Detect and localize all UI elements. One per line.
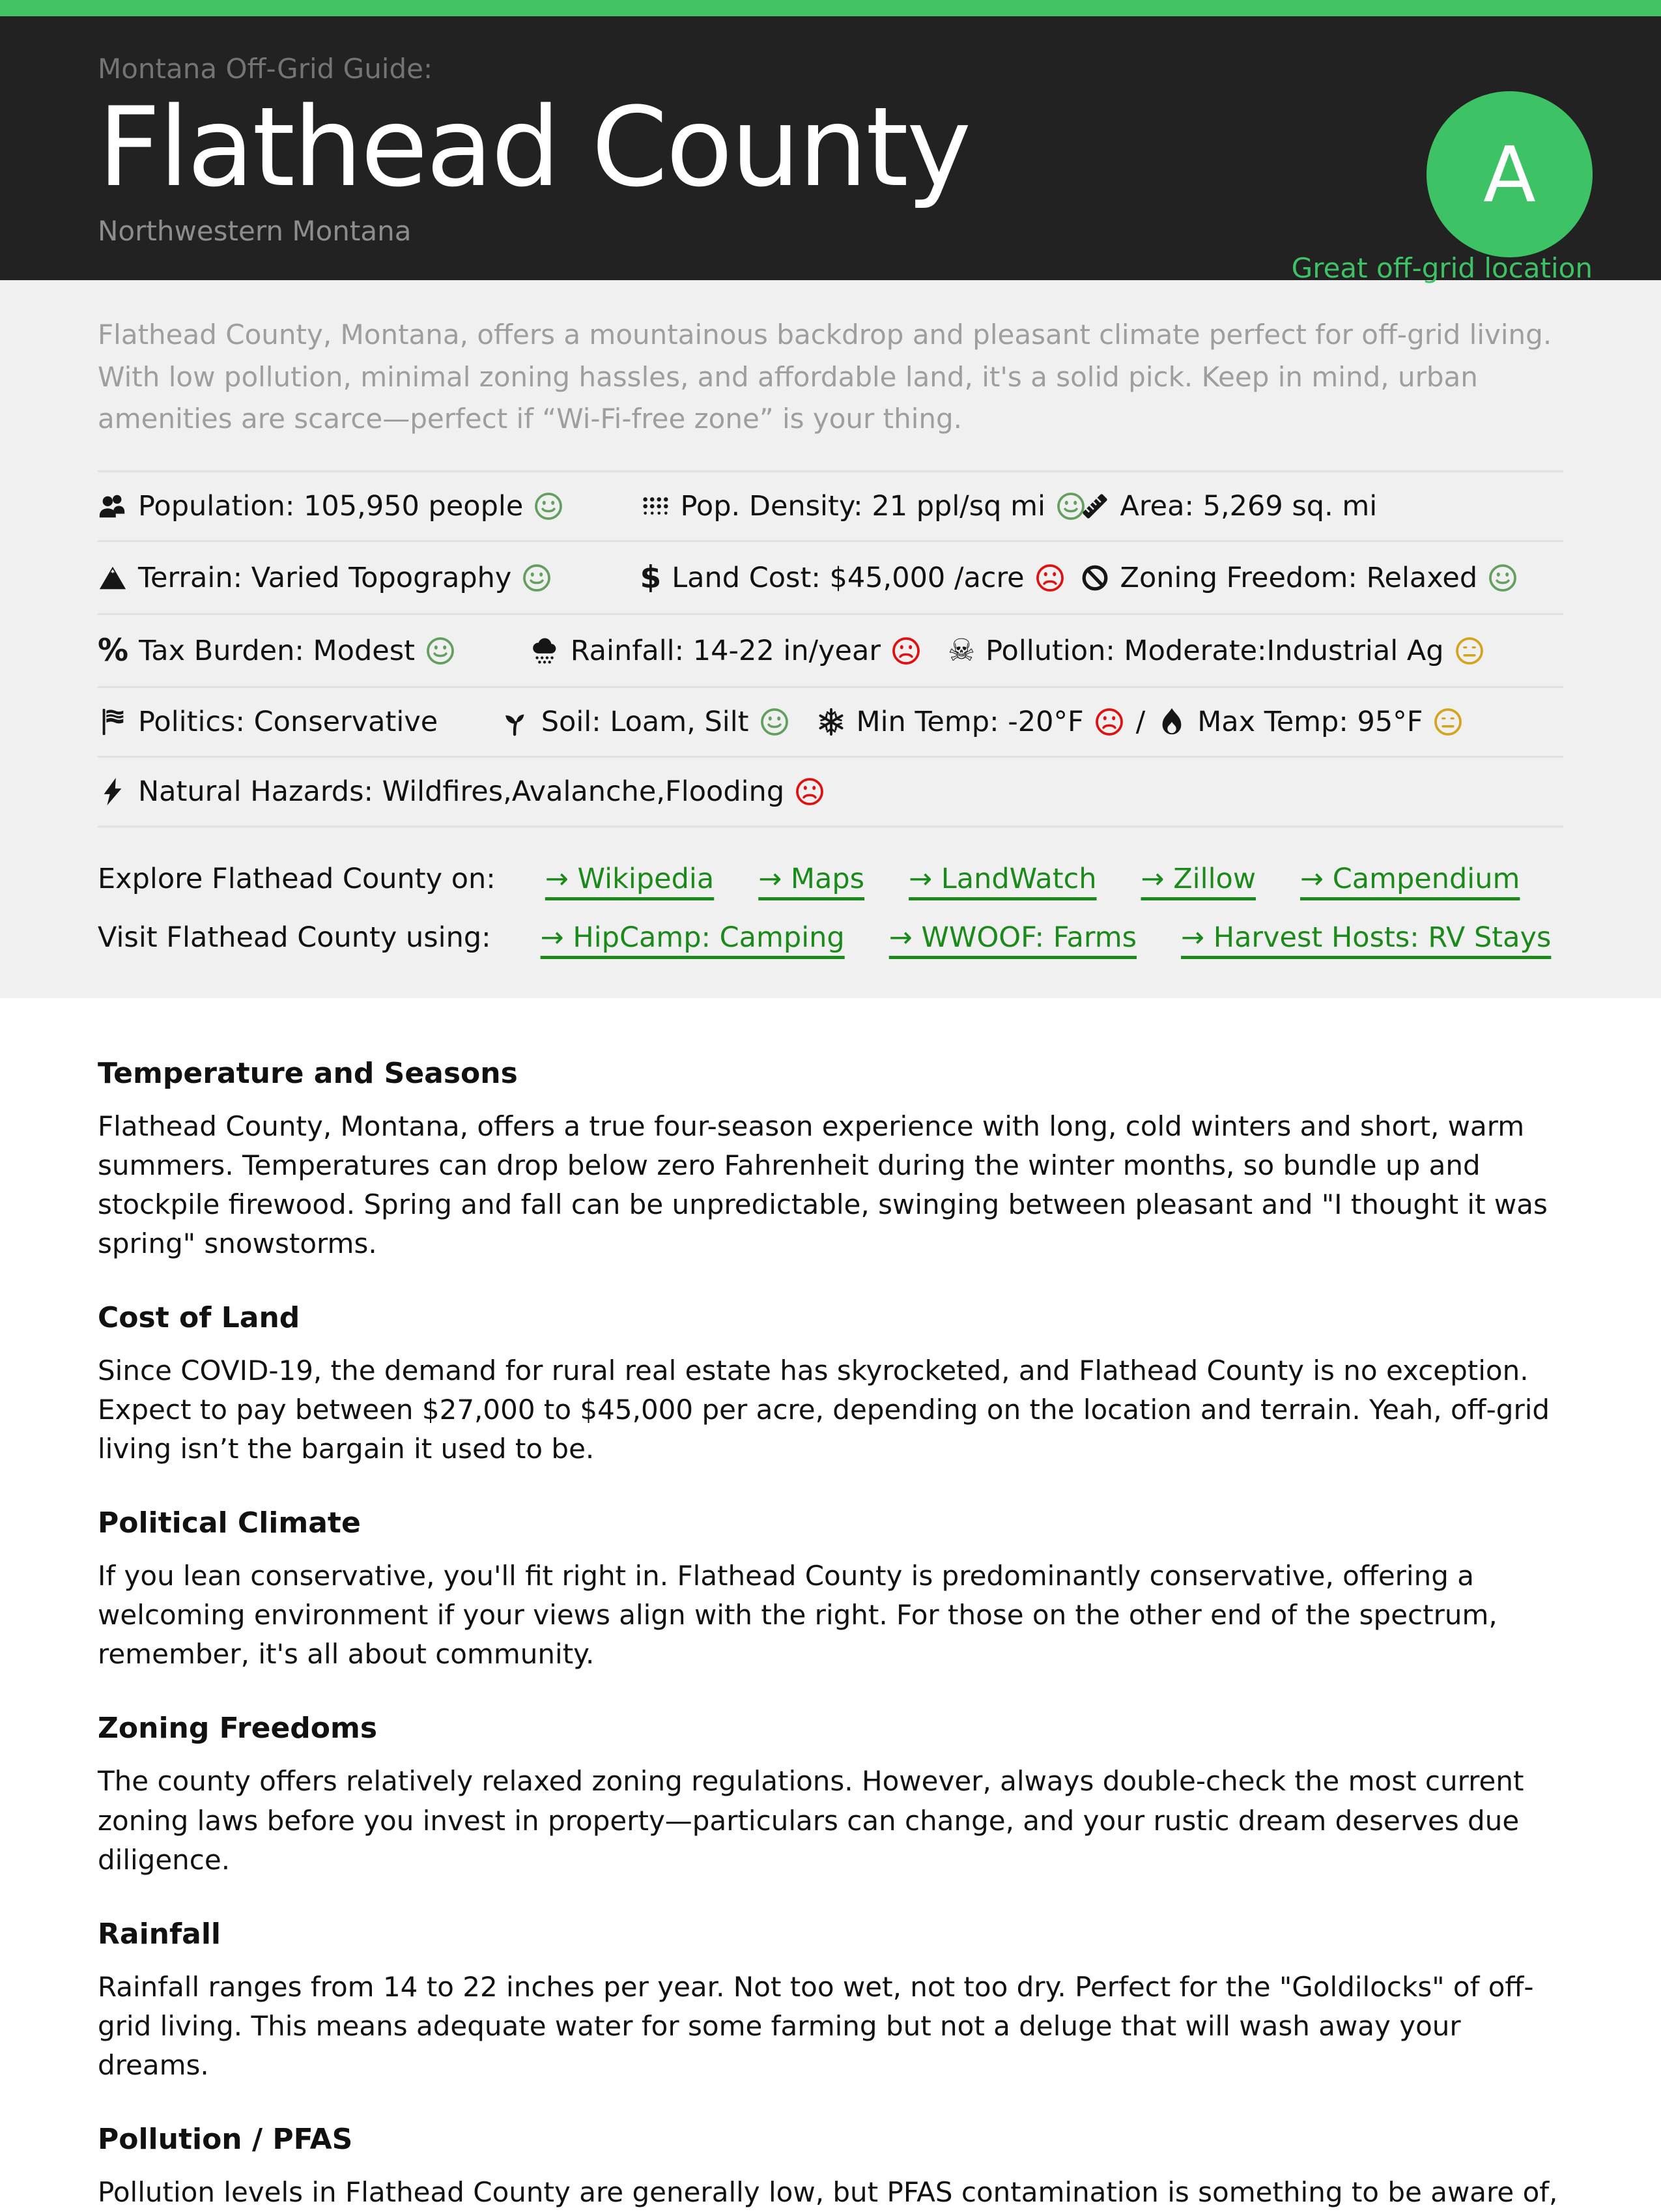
section-body-rainfall: Rainfall ranges from 14 to 22 inches per year. Not too wet, not too dry. Perfect for the "Goldilocks" of off-grid living. This means adequate water for some farming but not a deluge that will wash away your dreams.	[98, 1970, 1534, 2081]
stat-natural-hazards	[98, 775, 1563, 808]
temp-separator: /	[1135, 706, 1146, 739]
section-heading-zoning-freedoms: Zoning Freedoms	[98, 1712, 378, 1745]
header	[0, 16, 1661, 284]
stat-text: Zoning Freedom: Relaxed	[1120, 561, 1478, 594]
visit-links-row	[98, 921, 1563, 954]
link-maps[interactable]: → Maps	[758, 863, 865, 896]
section-heading-cost-of-land: Cost of Land	[98, 1301, 300, 1335]
frown-bad-icon	[891, 636, 921, 666]
grade-caption: Great off-grid location	[1291, 252, 1593, 284]
article	[0, 998, 1661, 2212]
stat-land-cost	[640, 560, 1080, 596]
region-subtitle: Northwestern Montana	[98, 215, 412, 248]
stat-terrain	[98, 562, 640, 594]
summary-band	[0, 280, 1661, 998]
stats-row-2	[98, 540, 1563, 613]
link-campendium[interactable]: → Campendium	[1300, 863, 1520, 896]
guide-eyebrow: Montana Off-Grid Guide:	[98, 53, 433, 85]
links-block	[98, 863, 1563, 954]
link-harvest-hosts[interactable]: → Harvest Hosts: RV Stays	[1181, 921, 1552, 955]
stat-pollution	[948, 633, 1563, 668]
rain-cloud-icon	[530, 636, 560, 666]
stat-text: Terrain: Varied Topography	[138, 561, 512, 594]
skull-icon: ☠	[948, 633, 976, 669]
section-heading-rainfall: Rainfall	[98, 1917, 221, 1951]
top-accent-bar	[0, 0, 1661, 16]
stat-text: Pollution: Moderate:Industrial Ag	[986, 634, 1444, 667]
dots-grid-icon	[640, 491, 670, 521]
link-hipcamp[interactable]: → HipCamp: Camping	[540, 921, 845, 955]
link-wwoof[interactable]: → WWOOF: Farms	[888, 921, 1137, 955]
stat-text: Rainfall: 14-22 in/year	[570, 634, 881, 667]
grade-badge	[1427, 91, 1593, 257]
summary-text: Flathead County, Montana, offers a mountainous backdrop and pleasant climate perfect for off-grid living. With low pollution, minimal zoning hassles, and affordable land, it's a solid pick. Keep in mind, urban amenities are scarce—perfect if “Wi-Fi-free zone” is your thing.	[98, 319, 1552, 435]
smiley-good-icon	[425, 636, 455, 666]
stats-table	[98, 470, 1563, 827]
link-zillow[interactable]: → Zillow	[1141, 863, 1256, 896]
smiley-good-icon	[533, 491, 563, 521]
section-heading-political-climate: Political Climate	[98, 1506, 361, 1540]
link-wikipedia[interactable]: → Wikipedia	[545, 863, 715, 896]
section-body-political-climate: If you lean conservative, you'll fit right in. Flathead County is predominantly conservative, offering a welcoming environment if your views align with the right. For those on the other end of the spectrum, remember, it's all about community.	[98, 1560, 1498, 1671]
visit-label: Visit Flathead County using:	[98, 921, 491, 955]
stat-zoning	[1080, 562, 1564, 594]
sprout-icon	[501, 707, 531, 737]
frown-bad-icon	[795, 777, 825, 807]
explore-label: Explore Flathead County on:	[98, 863, 496, 896]
stat-temperatures	[816, 706, 1564, 738]
stat-text: Tax Burden: Modest	[139, 634, 415, 667]
stat-area	[1080, 490, 1564, 523]
section-body-pollution-pfas: Pollution levels in Flathead County are generally low, but PFAS contamination is something to be aware of,	[98, 2176, 1558, 2208]
flag-icon	[98, 707, 128, 737]
stats-row-1	[98, 470, 1563, 540]
percent-icon: %	[98, 633, 129, 669]
no-entry-icon	[1080, 563, 1110, 593]
stat-rainfall	[530, 635, 948, 667]
smiley-good-icon	[760, 707, 789, 737]
stat-text: Pop. Density: 21 ppl/sq mi	[680, 490, 1045, 523]
stat-text: Natural Hazards: Wildfires,Avalanche,Flooding	[138, 775, 785, 809]
section-body-zoning-freedoms: The county offers relatively relaxed zoning regulations. However, always double-check the most current zoning laws before you invest in property—particulars can change, and your rustic dream deserves due diligence.	[98, 1765, 1524, 1876]
page-title: Flathead County	[98, 83, 970, 211]
smiley-good-icon	[1488, 563, 1518, 593]
explore-links-row	[98, 863, 1563, 895]
stats-row-3	[98, 613, 1563, 686]
stat-pop-density	[640, 490, 1080, 523]
lightning-icon	[98, 777, 128, 807]
stat-text: Max Temp: 95°F	[1197, 706, 1423, 739]
link-landwatch[interactable]: → LandWatch	[909, 863, 1097, 896]
stat-text: Land Cost: $45,000 /acre	[672, 561, 1025, 594]
mountain-icon	[98, 563, 128, 593]
frown-bad-icon	[1094, 707, 1124, 737]
stat-text: Politics: Conservative	[138, 706, 438, 739]
stats-row-4	[98, 686, 1563, 756]
stat-politics	[98, 706, 501, 738]
section-heading-temperature: Temperature and Seasons	[98, 1057, 518, 1091]
neutral-face-icon	[1433, 707, 1463, 737]
flame-icon	[1157, 707, 1187, 737]
stat-text: Area: 5,269 sq. mi	[1120, 490, 1378, 523]
stat-tax-burden	[98, 633, 530, 668]
ruler-icon	[1080, 491, 1110, 521]
stat-text: Soil: Loam, Silt	[541, 706, 749, 739]
smiley-good-icon	[522, 563, 552, 593]
section-body-cost-of-land: Since COVID-19, the demand for rural real estate has skyrocketed, and Flathead County is no exception. Expect to pay between $27,000 to $45,000 per acre, depending on the location and terrain. Yeah, off-grid living isn’t the bargain it used to be.	[98, 1355, 1550, 1465]
section-body-temperature: Flathead County, Montana, offers a true four-season experience with long, cold winters and short, warm summers. Temperatures can drop below zero Fahrenheit during the winter months, so bundle up and stockpile firewood. Spring and fall can be unpredictable, swinging between pleasant and "I thought it was spring" snowstorms.	[98, 1110, 1548, 1260]
dollar-icon: $	[640, 560, 662, 596]
stat-soil	[501, 706, 816, 738]
stat-text: Min Temp: -20°F	[856, 706, 1084, 739]
stats-row-5	[98, 756, 1563, 826]
people-icon	[98, 491, 128, 521]
stat-population	[98, 490, 640, 523]
snowflake-icon	[816, 707, 846, 737]
section-heading-pollution-pfas: Pollution / PFAS	[98, 2122, 353, 2156]
grade-letter: A	[1483, 129, 1536, 220]
stat-text: Population: 105,950 people	[138, 490, 524, 523]
neutral-face-icon	[1455, 636, 1484, 666]
frown-bad-icon	[1035, 563, 1065, 593]
